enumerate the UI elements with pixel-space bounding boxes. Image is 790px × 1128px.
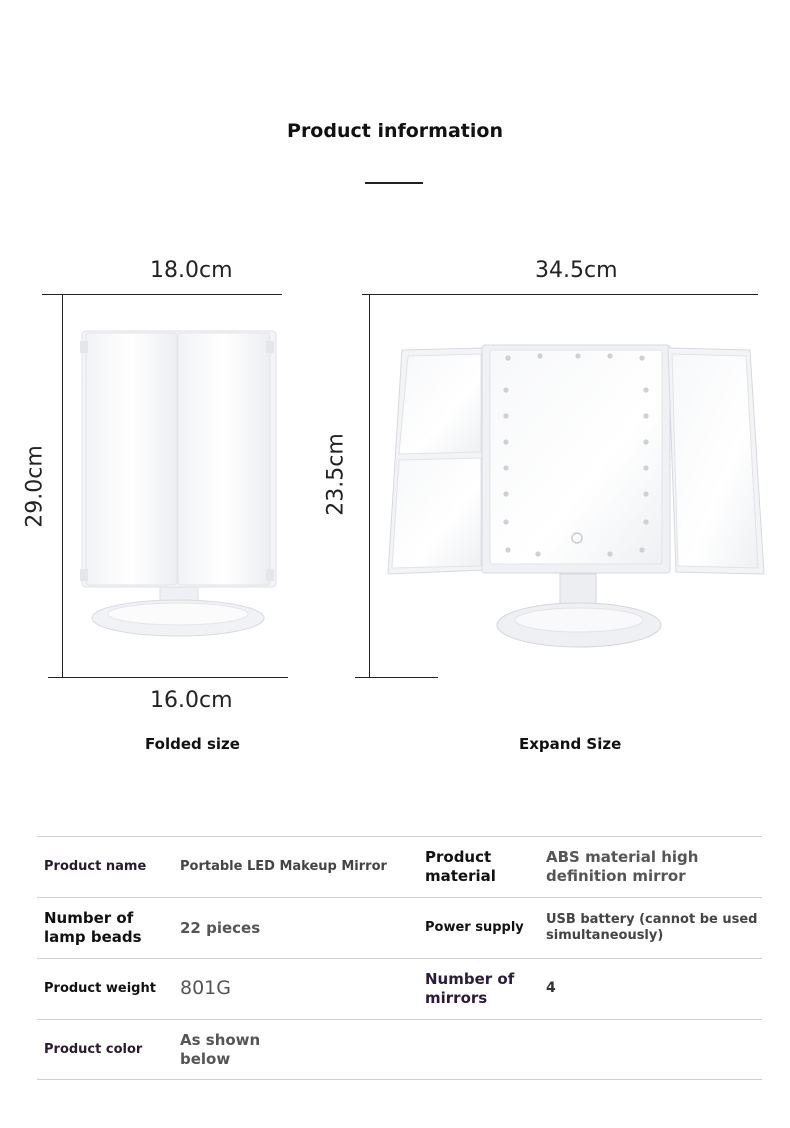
folded-mirror-image (76, 325, 282, 640)
power-supply-value: USB battery (cannot be used simultaneously) (546, 911, 758, 943)
expanded-width-line (362, 294, 758, 295)
page-title: Product information (287, 120, 503, 142)
folded-height-label: 29.0cm (22, 445, 48, 528)
title-underline (365, 182, 423, 184)
product-weight-value: 801G (180, 977, 231, 1000)
mirror-count-value: 4 (546, 980, 556, 997)
empty-value-cell (546, 1020, 762, 1080)
lamp-beads-label: Number of lamp beads (44, 909, 142, 946)
power-supply-label: Power supply (425, 919, 524, 935)
product-name-value: Portable LED Makeup Mirror (180, 858, 387, 874)
folded-width-bottom-line (48, 677, 288, 678)
product-material-value: ABS material high definition mirror (546, 848, 699, 885)
folded-height-line (62, 294, 63, 678)
expanded-mirror-image (384, 342, 768, 652)
table-row (37, 897, 762, 958)
expanded-height-label: 23.5cm (323, 433, 349, 516)
lamp-beads-value: 22 pieces (180, 918, 261, 937)
table-row (37, 1019, 762, 1080)
expanded-width-label: 34.5cm (535, 258, 618, 283)
spec-table (37, 836, 762, 1080)
product-weight-label: Product weight (44, 980, 156, 996)
folded-width-top-label: 18.0cm (150, 258, 233, 283)
product-color-value: As shown below (180, 1031, 261, 1068)
expanded-bottom-line (355, 677, 438, 678)
folded-width-top-line (42, 294, 282, 295)
mirror-count-label: Number of mirrors (425, 970, 515, 1007)
expand-size-caption: Expand Size (519, 735, 622, 753)
table-row (37, 836, 762, 897)
product-color-label: Product color (44, 1041, 143, 1057)
table-row (37, 958, 762, 1019)
product-material-label: Product material (425, 848, 496, 885)
empty-label-cell (425, 1020, 543, 1080)
expanded-height-line (369, 294, 370, 678)
folded-size-caption: Folded size (145, 735, 240, 753)
folded-width-bottom-label: 16.0cm (150, 688, 233, 713)
product-name-label: Product name (44, 858, 147, 874)
